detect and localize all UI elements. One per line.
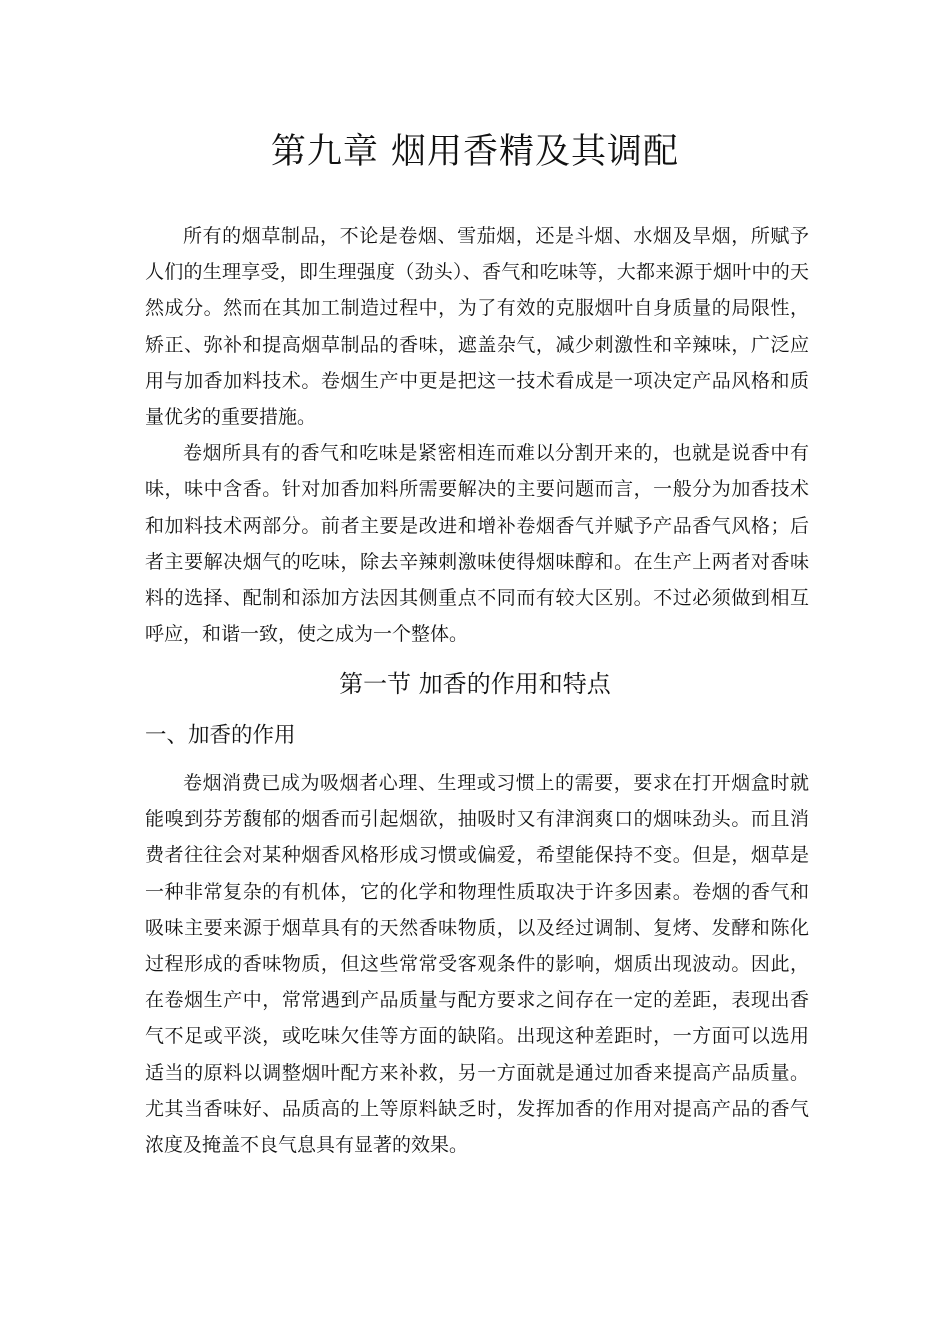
- chapter-title: 第九章 烟用香精及其调配: [270, 132, 680, 172]
- section-paragraph-1: 卷烟消费已成为吸烟者心理、生理或习惯上的需要，要求在打开烟盒时就能嗅到芬芳馥郁的烟香而引起烟欲，抽吸时又有津润爽口的烟味劲头。而且消费者往往会对某种烟香风格形成习惯或偏爱，希望能保持不变。但是，烟草是一种非常复杂的有机体，它的化学和物理性质取决于许多因素。卷烟的香气和吸味主要来源于烟草具有的天然香味物质，以及经过调制、复烤、发酵和陈化过程形成的香味物质，但这些常常受客观条件的影响，烟质出现波动。因此，在卷烟生产中，常常遇到产品质量与配方要求之间存在一定的差距，表现出香气不足或平淡，或吃味欠佳等方面的缺陷。出现这种差距时，一方面可以选用适当的原料以调整烟叶配方来补救，另一方面就是通过加香来提高产品质量。尤其当香味好、品质高的上等原料缺乏时，发挥加香的作用对提高产品的香气浓度及掩盖不良气息具有显著的效果。: [145, 772, 809, 1157]
- intro-paragraph-2: 卷烟所具有的香气和吃味是紧密相连而难以分割开来的，也就是说香中有味，味中含香。针对加香加料所需要解决的主要问题而言，一般分为加香技术和加料技术两部分。前者主要是改进和增补卷烟香气并赋予产品香气风格；后者主要解决烟气的吃味，除去辛辣刺激味使得烟味醇和。在生产上两者对香味料的选择、配制和添加方法因其侧重点不同而有较大区别。不过必须做到相互呼应，和谐一致，使之成为一个整体。: [145, 442, 809, 646]
- intro-paragraph-1: 所有的烟草制品，不论是卷烟、雪茄烟，还是斗烟、水烟及旱烟，所赋予人们的生理享受，即生理强度（劲头）、香气和吃味等，大都来源于烟叶中的天然成分。然而在其加工制造过程中，为了有效的克服烟叶自身质量的局限性，矫正、弥补和提高烟草制品的香味，遮盖杂气，减少刺激性和辛辣味，广泛应用与加香加料技术。卷烟生产中更是把这一技术看成是一项决定产品风格和质量优劣的重要措施。: [145, 225, 809, 429]
- section-title: 第一节 加香的作用和特点: [339, 670, 611, 698]
- intro-text: [145, 218, 809, 652]
- section-text: [145, 765, 809, 1163]
- subheading: 一、加香的作用: [145, 723, 296, 748]
